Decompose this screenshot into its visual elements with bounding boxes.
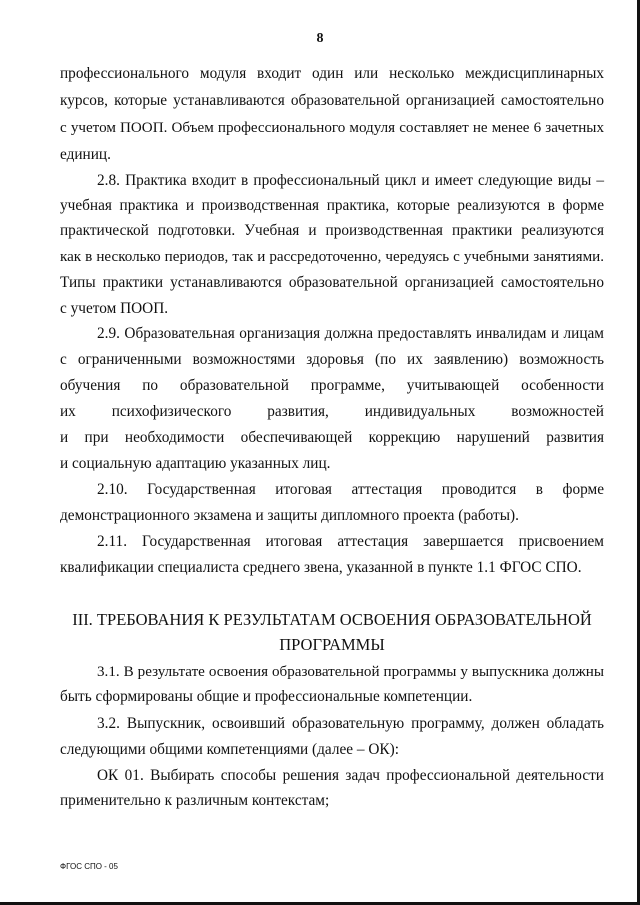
text-line: практической подготовки. Учебная и производственная практики реализуются (60, 222, 604, 239)
text-line: ОК 01. Выбирать способы решения задач профессиональной деятельности (97, 767, 604, 784)
text-line: с учетом ПООП. (60, 300, 169, 317)
page-number: 8 (316, 31, 324, 46)
text-line: 3.1. В результате освоения образовательной программы у выпускника должны (97, 664, 604, 680)
text-line: их психофизического развития, индивидуальных возможностей (60, 403, 604, 420)
text-line: 3.2. Выпускник, освоивший образовательную программу, должен обладать (97, 715, 604, 732)
text-line: быть сформированы общие и профессиональные компетенции. (60, 688, 473, 705)
text-line: применительно к различным контекстам; (60, 792, 330, 809)
heading-line: III. ТРЕБОВАНИЯ К РЕЗУЛЬТАТАМ ОСВОЕНИЯ ОБРАЗОВАТЕЛЬНОЙ (72, 610, 592, 629)
text-line: и при необходимости обеспечивающей коррекцию нарушений развития (60, 429, 604, 446)
text-line: 2.9. Образовательная организация должна предоставлять инвалидам и лицам (97, 325, 604, 342)
text-line: единиц. (60, 146, 111, 163)
text-line: как в несколько периодов, так и рассредоточенно, чередуясь с учебными занятиями. (60, 249, 604, 265)
text-line: с учетом ПООП. Объем профессионального модуля составляет не менее 6 зачетных (60, 120, 604, 136)
text-line: профессионального модуля входит один или несколько междисциплинарных (60, 65, 604, 82)
text-line: обучения по образовательной программе, учитывающей особенности (60, 377, 604, 394)
text-line: 2.8. Практика входит в профессиональный цикл и имеет следующие виды – (97, 172, 604, 189)
text-line: курсов, которые устанавливаются образовательной организацией самостоятельно (60, 92, 604, 109)
text-line: следующими общими компетенциями (далее – ОК): (60, 741, 399, 758)
text-line: Типы практики устанавливаются образовательной организацией самостоятельно (60, 274, 604, 291)
text-line: 2.11. Государственная итоговая аттестация завершается присвоением (97, 533, 604, 550)
text-line: учебная практика и производственная практика, которые реализуются в форме (60, 197, 604, 214)
text-line: с ограниченными возможностями здоровья (по их заявлению) возможность (60, 351, 604, 368)
footer-label: ФГОС СПО - 05 (60, 862, 118, 871)
heading-line: ПРОГРАММЫ (279, 635, 385, 654)
text-line: и социальную адаптацию указанных лиц. (60, 455, 331, 472)
text-line: квалификации специалиста среднего звена, указанной в пункте 1.1 ФГОС СПО. (60, 559, 582, 576)
text-line: 2.10. Государственная итоговая аттестация проводится в форме (97, 481, 604, 498)
text-line: демонстрационного экзамена и защиты дипломного проекта (работы). (60, 507, 519, 524)
